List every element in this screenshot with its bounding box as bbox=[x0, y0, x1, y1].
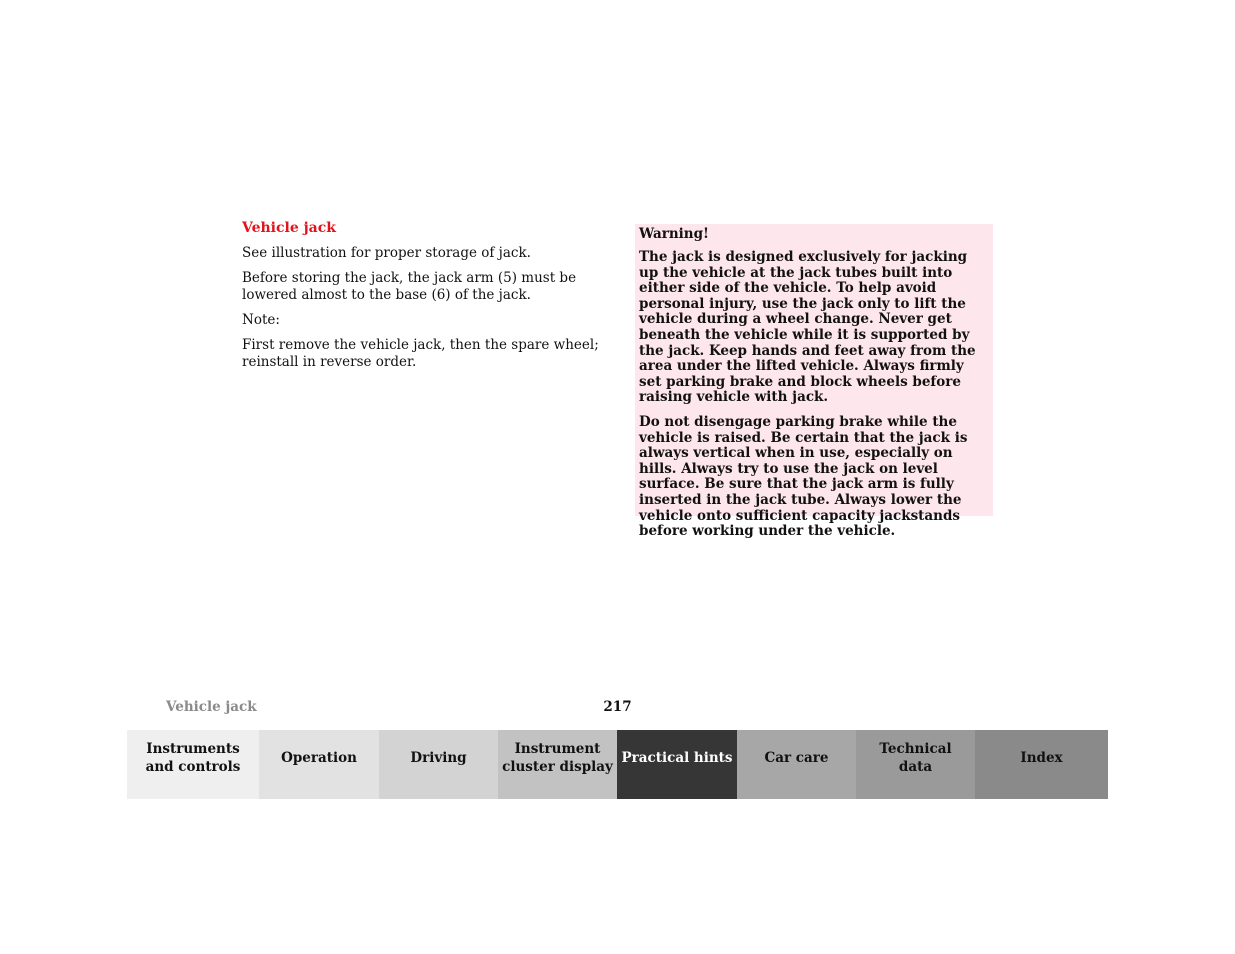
body-paragraph: First remove the vehicle jack, then the spare wheel; reinstall in reverse order. bbox=[242, 337, 599, 370]
warning-paragraph: Do not disengage parking brake while the vehicle is raised. Be certain that the jack is always vertical when in use, especially on hills. Always try to use the jack on level surface. Be sure that the jack arm is fully inserted in the jack tube. Always lower the vehicle onto sufficient capacity jackstands before working under the vehicle. bbox=[639, 413, 968, 540]
main-content bbox=[242, 220, 612, 379]
nav-tab-index[interactable]: Index bbox=[975, 730, 1108, 799]
body-paragraph: Before storing the jack, the jack arm (5) must be lowered almost to the base (6) of the jack. bbox=[242, 270, 577, 303]
body-paragraph: See illustration for proper storage of jack. bbox=[242, 245, 531, 261]
chapter-nav-bar bbox=[127, 730, 1108, 799]
nav-tab-operation[interactable]: Operation bbox=[259, 730, 379, 799]
nav-tab-instruments-and-controls[interactable]: Instruments and controls bbox=[127, 730, 259, 799]
nav-tab-practical-hints[interactable]: Practical hints bbox=[617, 730, 737, 799]
warning-box bbox=[635, 224, 993, 540]
warning-paragraph: The jack is designed exclusively for jacking up the vehicle at the jack tubes built into either side of the vehicle. To help avoid personal injury, use the jack only to lift the vehicle during a wheel change. Never get beneath the vehicle while it is supported by the jack. Keep hands and feet away from the area under the lifted vehicle. Always firmly set parking brake and block wheels before raising vehicle with jack. bbox=[639, 249, 976, 406]
nav-tab-instrument-cluster-display[interactable]: Instrument cluster display bbox=[498, 730, 617, 799]
nav-tab-driving[interactable]: Driving bbox=[379, 730, 498, 799]
page-number: 217 bbox=[603, 699, 632, 715]
warning-title: Warning! bbox=[639, 226, 709, 242]
footer-section-label: Vehicle jack bbox=[166, 699, 257, 715]
note-label: Note: bbox=[242, 312, 280, 328]
nav-tab-car-care[interactable]: Car care bbox=[737, 730, 856, 799]
section-title: Vehicle jack bbox=[242, 220, 336, 236]
nav-tab-technical-data[interactable]: Technical data bbox=[856, 730, 975, 799]
